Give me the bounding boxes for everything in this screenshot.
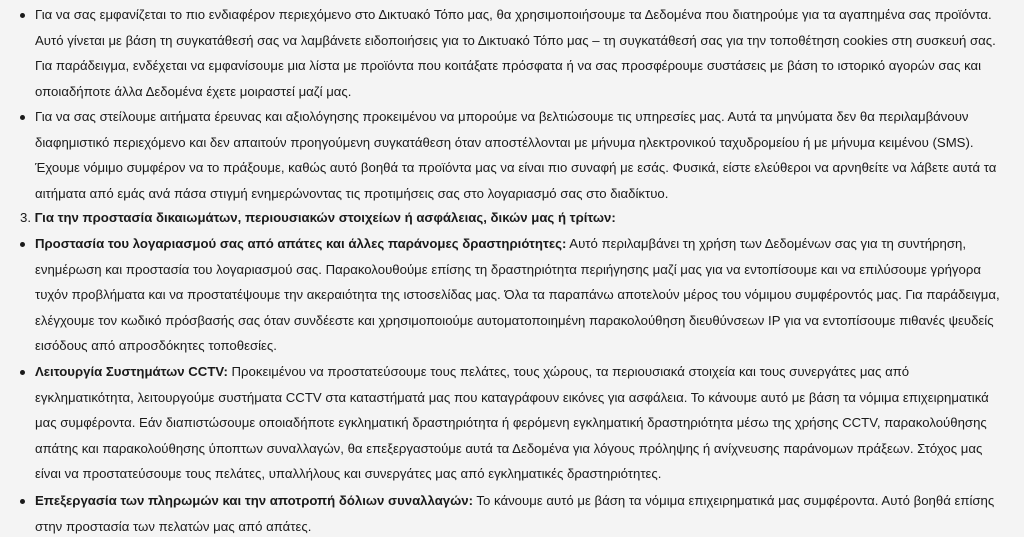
- bullet-icon: [20, 370, 25, 375]
- bullet-icon: [20, 242, 25, 247]
- item-heading: Προστασία του λογαριασμού σας από απάτες και άλλες παράνομες δραστηριότητες:: [35, 236, 567, 251]
- bullet-icon: [20, 13, 25, 18]
- item-heading: Λειτουργία Συστημάτων CCTV:: [35, 364, 228, 379]
- bullet-icon: [20, 499, 25, 504]
- item-heading: Επεξεργασία των πληρωμών και την αποτροπή δόλιων συναλλαγών:: [35, 493, 473, 508]
- bullet-icon: [20, 115, 25, 120]
- section-title: Για την προστασία δικαιωμάτων, περιουσιακών στοιχείων ή ασφάλειας, δικών μας ή τρίτων:: [34, 210, 616, 225]
- paragraph-text: Προκειμένου να προστατεύσουμε τους πελάτες, τους χώρους, τα περιουσιακά στοιχεία και τους συνεργάτες μας από εγκληματικότητα, λειτουργούμε συστήματα CCTV στα καταστήματά μας που καταγράφουν εικόνες για ασφάλεια. Το κάνουμε αυτό με βάση τα νόμιμα επιχειρηματικά μας συμφέροντα. Εάν διαπιστώσουμε οποιαδήποτε εγκληματική δραστηριότητα ή φερόμενη εγκληματική δραστηριότητα μέσω της χρήσης CCTV, παρακολούθησης απάτης και παρακολούθησης ύποπτων συναλλαγών, θα επεξεργαστούμε αυτά τα Δεδομένα για λόγους πρόληψης ή ανίχνευσης παράνομων πράξεων. Στόχος μας είναι να προστατεύσουμε τους πελάτες, υπαλλήλους και συνεργάτες μας από εγκληματικές δραστηριότητες.: [35, 364, 989, 482]
- paragraph-text: Για να σας στείλουμε αιτήματα έρευνας και αξιολόγησης προκειμένου να μπορούμε να βελτιώσουμε τις υπηρεσίες μας. Αυτά τα μηνύματα δεν θα περιλαμβάνουν διαφημιστικό περιεχόμενο και δεν απαιτούν προηγούμενη συγκατάθεση όταν αποστέλλονται με μήνυμα ηλεκτρονικού ταχυδρομείου ή με μήνυμα κειμένου (SMS). Έχουμε νόμιμο συμφέρον να το πράξουμε, καθώς αυτό βοηθά τα προϊόντα μας να είναι πιο συναφή με εσάς. Φυσικά, είστε ελεύθεροι να αρνηθείτε να λάβετε αυτά τα αιτήματα από εμάς ανά πάσα στιγμή ενημερώνοντας τις προτιμήσεις σας στο λογαριασμό σας στο διαδίκτυο.: [35, 109, 997, 201]
- section-number: 3.: [20, 210, 31, 225]
- paragraph-text: Αυτό περιλαμβάνει τη χρήση των Δεδομένων σας για τη συντήρηση, ενημέρωση και προστασία του λογαριασμού σας. Παρακολουθούμε επίσης τη δραστηριότητα περιήγησης μαζί μας για να εντοπίσουμε και να επιλύσουμε γρήγορα τυχόν προβλήματα και να προστατέψουμε την ακεραιότητα της ιστοσελίδας μας. Όλα τα παραπάνω αποτελούν μέρος του νόμιμου συμφέροντός μας. Για παράδειγμα, ελέγχουμε τον κωδικό πρόσβασής σας όταν συνδέεστε και χρησιμοποιούμε αυτοματοποιημένη παρακολούθηση διευθύνσεων IP για να εντοπίσουμε πιθανές ψευδείς εισόδους από απροσδόκητες τοποθεσίες.: [35, 236, 1000, 354]
- paragraph-text: Το κάνουμε αυτό με βάση τα νόμιμα επιχειρηματικά μας συμφέροντα. Αυτό βοηθά επίσης στην προστασία των πελατών μας από απάτες.: [35, 493, 995, 534]
- paragraph-text: Για να σας εμφανίζεται το πιο ενδιαφέρον περιεχόμενο στο Δικτυακό Τόπο μας, θα χρησιμοποιήσουμε τα Δεδομένα που διατηρούμε για τα αγαπημένα σας προϊόντα. Αυτό γίνεται με βάση τη συγκατάθεσή σας να λαμβάνετε ειδοποιήσεις για το Δικτυακό Τόπο μας – τη συγκατάθεσή σας για την τοποθέτηση cookies στη συσκευή σας. Για παράδειγμα, ενδέχεται να εμφανίσουμε μια λίστα με προϊόντα που κοιτάξατε πρόσφατα ή να σας προσφέρουμε συστάσεις με βάση το ιστορικό αγορών σας και οποιαδήποτε άλλα Δεδομένα έχετε μοιραστεί μαζί μας.: [35, 7, 996, 99]
